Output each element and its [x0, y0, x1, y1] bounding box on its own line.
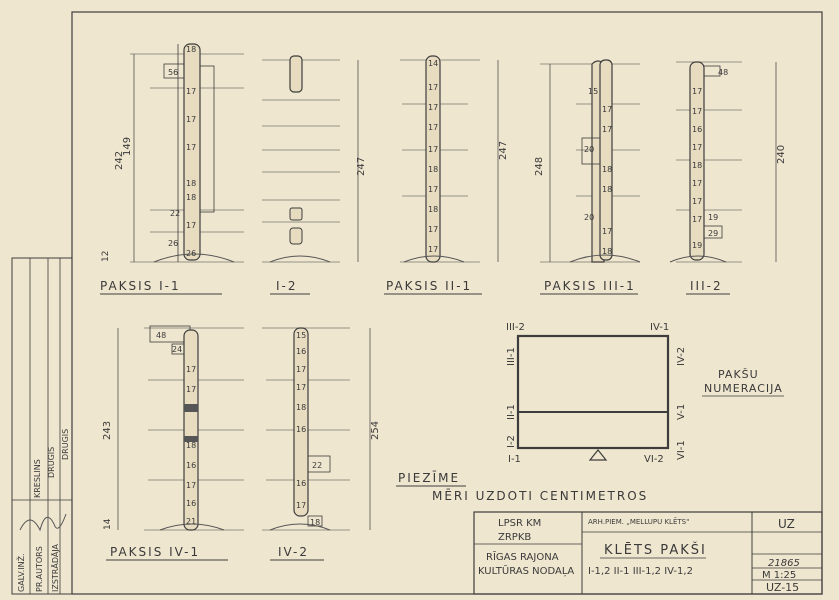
title-I-2: I-2 [276, 279, 298, 293]
log-label: 19 [692, 241, 703, 250]
title-block [474, 512, 822, 594]
sidebar-label-2: PR.AUTORS [35, 546, 44, 592]
log-label: 17 [186, 221, 197, 230]
sheet-number: UZ-15 [766, 581, 800, 594]
plan-label-I-1: I-1 [508, 454, 521, 465]
title-IV-1: PAKSIS IV-1 [110, 545, 201, 559]
plan-label-I-2: I-2 [506, 435, 517, 448]
log-label: 17 [692, 107, 703, 116]
plan-label-VI-2: VI-2 [644, 454, 664, 465]
log-label: 19 [708, 213, 719, 222]
log-label: 17 [692, 215, 703, 224]
org-line-3: RĪGAS RAJONA [486, 552, 559, 563]
sheet-subtitle: I-1,2 II-1 III-1,2 IV-1,2 [588, 566, 693, 577]
log-label: 18 [602, 165, 613, 174]
log-label: 21 [186, 517, 197, 526]
log-label: 17 [692, 179, 703, 188]
sidebar-label-3: IZSTRĀDĀJA [51, 543, 60, 592]
log-label: 15 [296, 331, 307, 340]
log-label: 16 [692, 125, 703, 134]
dim-III1-total: 248 [534, 156, 545, 176]
title-IV-2: IV-2 [278, 545, 310, 559]
log-label: 56 [168, 68, 179, 77]
sheet-title: KLĒTS PAKŠI [604, 543, 707, 558]
log-label: 16 [296, 347, 307, 356]
plan-label-V-1: V-1 [676, 403, 687, 420]
object-name: ARH.PIEM. „MELLUPU KLĒTS" [588, 518, 690, 526]
log-label: 18 [296, 403, 307, 412]
drawing-number: 21865 [768, 558, 800, 569]
log-label: 17 [186, 385, 197, 394]
note-block [396, 471, 648, 503]
log-label: 18 [186, 193, 197, 202]
log-label: 17 [602, 125, 613, 134]
log-label: 17 [692, 87, 703, 96]
log-label: 26 [186, 249, 197, 258]
log-label: 22 [312, 461, 323, 470]
dim-I2-total: 247 [356, 156, 367, 176]
log-label: 17 [428, 83, 439, 92]
wall-elevation-IV-1 [102, 326, 244, 560]
log-label: 17 [692, 197, 703, 206]
numbering-label-1: PAKŠU [718, 368, 759, 381]
plan-label-III-1: III-1 [506, 347, 517, 366]
numbering-label-2: NUMERACIJA [704, 382, 783, 395]
log-label: 17 [428, 103, 439, 112]
log-label: 20 [584, 145, 595, 154]
wall-elevation-I-1 [100, 44, 244, 294]
note-text: MĒRI UZDOTI CENTIMETROS [432, 489, 649, 503]
dim-IV1-total: 243 [102, 420, 113, 440]
sidebar-role-1: KRESLINS [33, 459, 42, 498]
log-label: 17 [186, 115, 197, 124]
wall-numbering-plan [506, 322, 784, 465]
dim-IV1-bottom: 14 [103, 518, 113, 530]
log-label: 16 [186, 499, 197, 508]
sidebar-role-3: DRUGIS [61, 428, 70, 460]
note-title: PIEZĪME [398, 471, 461, 485]
log-label: 18 [186, 179, 197, 188]
sidebar-role-2: DRUGIS [47, 446, 56, 478]
plan-label-II-1: II-1 [506, 404, 517, 420]
wall-elevation-II-1 [384, 56, 509, 294]
log-label: 17 [428, 145, 439, 154]
org-line-4: KULTŪRAS NODAĻA [478, 566, 575, 577]
plan-label-III-2: III-2 [506, 322, 525, 333]
title-I-1: PAKSIS I-1 [100, 279, 181, 293]
log-label: 16 [296, 425, 307, 434]
dim-I1-mid: 149 [122, 136, 133, 156]
dim-I1-bottom: 12 [101, 250, 111, 262]
log-label: 16 [296, 479, 307, 488]
log-label: 18 [602, 247, 613, 256]
log-label: 22 [170, 209, 181, 218]
log-label: 18 [186, 441, 197, 450]
title-III-1: PAKSIS III-1 [544, 279, 636, 293]
log-label: 17 [296, 501, 307, 510]
log-label: 18 [310, 518, 321, 527]
drawing-scale: M 1:25 [762, 570, 797, 581]
log-label: 16 [186, 461, 197, 470]
dim-III2-total: 240 [776, 144, 787, 164]
plan-label-VI-1: VI-1 [676, 440, 687, 460]
log-label: 17 [296, 365, 307, 374]
title-III-2: III-2 [690, 279, 723, 293]
log-label: 17 [602, 227, 613, 236]
log-label: 17 [428, 225, 439, 234]
log-label: 48 [718, 68, 729, 77]
title-II-1: PAKSIS II-1 [386, 279, 473, 293]
dim-II1-total: 247 [498, 140, 509, 160]
log-label: 18 [186, 45, 197, 54]
log-label: 14 [428, 59, 439, 68]
log-label: 17 [186, 365, 197, 374]
log-label: 18 [692, 161, 703, 170]
wall-elevation-I-2 [262, 56, 367, 294]
log-label: 17 [186, 481, 197, 490]
dim-IV2-total: 254 [370, 420, 381, 440]
log-label: 15 [588, 87, 599, 96]
log-label: 24 [172, 345, 183, 354]
log-label: 17 [428, 123, 439, 132]
log-label: 17 [186, 143, 197, 152]
log-label: 29 [708, 229, 719, 238]
wall-elevation-III-2 [670, 62, 787, 294]
sidebar-label-1: GALV.INŽ. [17, 553, 26, 592]
log-label: 17 [428, 185, 439, 194]
code-label: UZ [778, 517, 795, 531]
log-label: 17 [692, 143, 703, 152]
org-line-2: ZRPKB [498, 532, 532, 543]
log-label: 20 [584, 213, 595, 222]
log-label: 18 [428, 165, 439, 174]
log-label: 17 [296, 383, 307, 392]
log-label: 26 [168, 239, 179, 248]
signature-scribble [20, 514, 66, 530]
org-line-1: LPSR KM [498, 518, 542, 529]
plan-label-IV-2: IV-2 [676, 346, 687, 366]
dim-I1-total: 242 [114, 150, 125, 170]
plan-label-IV-1: IV-1 [650, 322, 670, 333]
log-label: 48 [156, 331, 167, 340]
log-label: 17 [602, 105, 613, 114]
log-label: 18 [602, 185, 613, 194]
signature-block [12, 258, 72, 594]
log-label: 17 [428, 245, 439, 254]
log-label: 17 [186, 87, 197, 96]
wall-elevation-III-1 [534, 60, 640, 294]
log-label: 18 [428, 205, 439, 214]
wall-elevation-IV-2 [262, 328, 381, 560]
